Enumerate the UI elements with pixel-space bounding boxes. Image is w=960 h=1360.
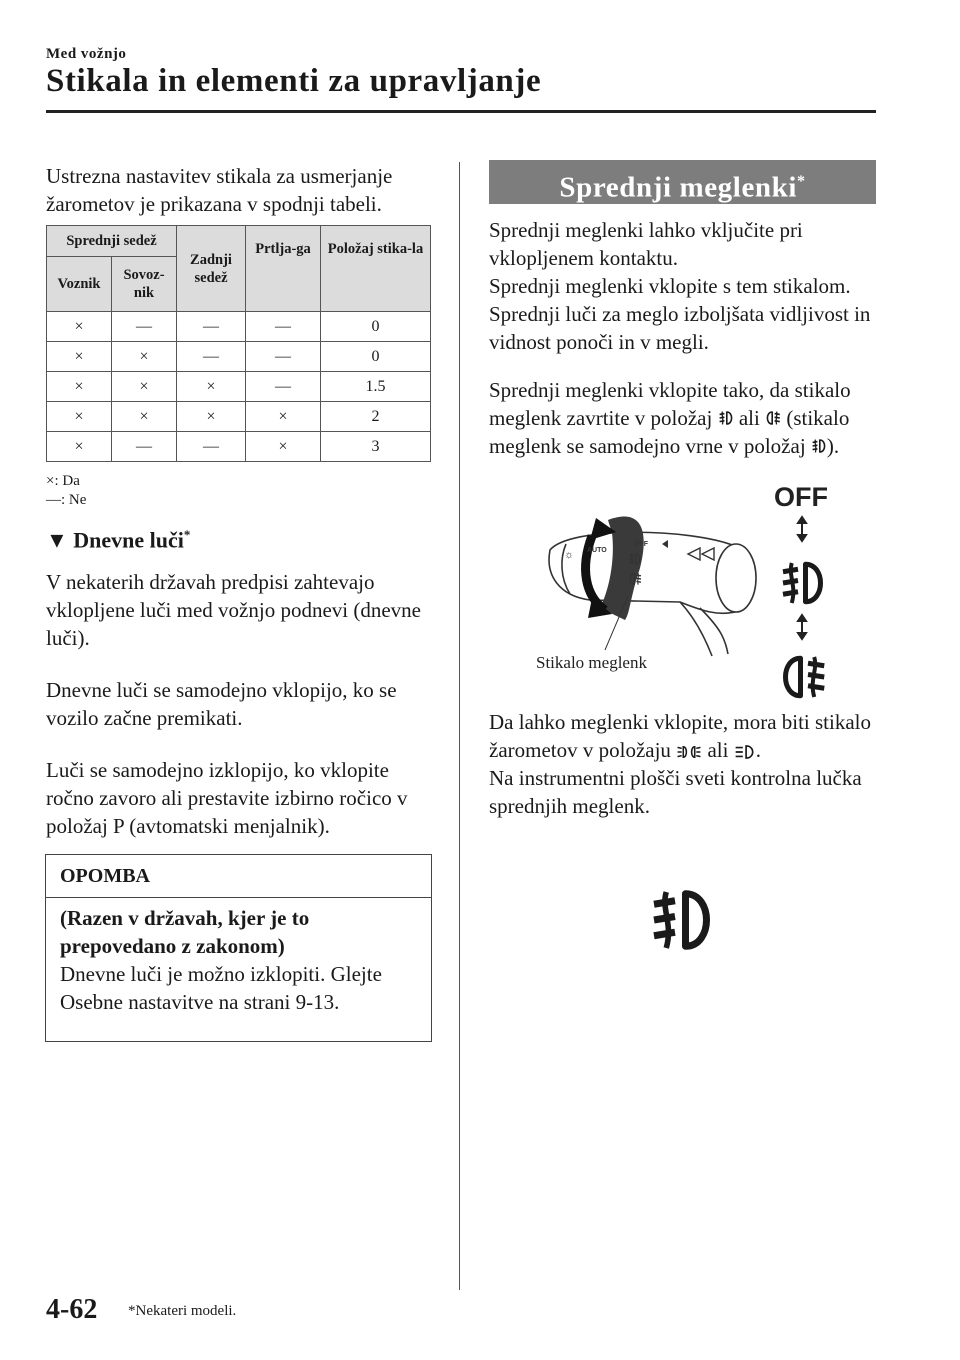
table-cell: × — [112, 402, 177, 432]
fog-lights-banner-text: Sprednji meglenki — [559, 171, 798, 204]
note-title: OPOMBA — [46, 855, 431, 898]
note-body — [46, 898, 431, 1022]
table-cell: × — [47, 432, 112, 462]
table-row — [47, 372, 431, 402]
fog-paragraph-3-text: . — [755, 738, 761, 762]
fog-paragraph-1 — [489, 216, 881, 356]
table-cell: — — [177, 342, 246, 372]
table-cell: × — [47, 312, 112, 342]
table-cell: — — [246, 342, 321, 372]
table-legend — [46, 472, 86, 510]
column-divider — [459, 162, 460, 1290]
table-header: Zadnji sedež — [177, 226, 246, 312]
fog-paragraph-2 — [489, 376, 884, 460]
note-box — [45, 854, 432, 1042]
page-title: Stikala in elementi za upravljanje — [46, 63, 542, 99]
table-cell: × — [112, 372, 177, 402]
rear-fog-icon — [765, 407, 781, 429]
triangle-bullet-icon: ▼ — [46, 527, 68, 553]
front-rear-fog-icon — [786, 657, 825, 697]
fog-lights-banner — [489, 160, 876, 204]
table-header: Prtlja-ga — [246, 226, 321, 312]
sun-icon: ☼ — [564, 549, 575, 561]
table-cell: × — [47, 342, 112, 372]
table-cell: 0 — [321, 312, 431, 342]
note-bold-text: (Razen v državah, kjer je to prepovedano z zakonom) — [60, 906, 310, 958]
table-cell: — — [246, 372, 321, 402]
note-text: Dnevne luči je možno izklopiti. Glejte Osebne nastavitve na strani 9-13. — [60, 962, 382, 1014]
daytime-paragraph-3: Luči se samodejno izklopijo, ko vklopite ročno zavoro ali prestavite izbirno ročico v položaj P (avtomatski menjalnik). — [46, 758, 408, 838]
table-cell: — — [246, 312, 321, 342]
table-cell: — — [112, 312, 177, 342]
table-cell: — — [177, 432, 246, 462]
intro-paragraph: Ustrezna nastavitev stikala za usmerjanje žarometov je prikazana v spodnji tabeli. — [46, 164, 393, 216]
table-cell: — — [112, 432, 177, 462]
section-label: Med vožnjo — [46, 46, 127, 62]
fog-paragraph-2-text: (stikalo meglenk se samodejno vrne v položaj — [489, 406, 850, 458]
fog-paragraph-2-text: ). — [826, 434, 840, 458]
off-label: OFF — [774, 482, 828, 512]
off-mark: OFF — [634, 541, 648, 548]
daytime-lights-heading — [46, 527, 190, 553]
daytime-paragraph-1: V nekaterih državah predpisi zahtevajo vklopljene luči med vožnjo podnevi (dnevne luči). — [46, 570, 421, 650]
headlight-leveling-table — [46, 225, 431, 462]
banner-asterisk: * — [797, 173, 806, 190]
table-cell: 0 — [321, 342, 431, 372]
table-cell: × — [246, 432, 321, 462]
table-cell: — — [177, 312, 246, 342]
table-cell: × — [246, 402, 321, 432]
front-fog-icon — [718, 407, 734, 429]
legend-yes: ×: Da — [46, 473, 80, 489]
page-number: 4-62 — [46, 1294, 98, 1325]
table-cell: × — [177, 402, 246, 432]
daytime-paragraph-2: Dnevne luči se samodejno vklopijo, ko se vozilo začne premikati. — [46, 678, 397, 730]
table-cell: × — [47, 372, 112, 402]
fog-paragraph-2-text: ali — [738, 406, 760, 430]
table-row — [47, 402, 431, 432]
fog-paragraph-3-text: Na instrumentni plošči sveti kontrolna lučka sprednjih meglenk. — [489, 766, 862, 818]
table-cell: 2 — [321, 402, 431, 432]
fog-paragraph-3-text: Da lahko meglenki vklopite, mora biti stikalo žarometov v položaju — [489, 710, 872, 762]
table-cell: × — [177, 372, 246, 402]
footnote: *Nekateri modeli. — [128, 1303, 237, 1319]
table-cell: × — [112, 342, 177, 372]
legend-no: —: Ne — [46, 492, 87, 508]
parking-lights-icon — [676, 743, 702, 761]
fog-paragraph-3-text: ali — [707, 738, 729, 762]
table-header: Položaj stika-la — [321, 226, 431, 312]
fog-switch-callout: Stikalo meglenk — [536, 653, 647, 672]
light-switch-lever — [549, 532, 756, 656]
table-row — [47, 312, 431, 342]
auto-mark: AUTO — [587, 547, 607, 554]
header-divider — [46, 110, 876, 113]
fog-paragraph-2-text: Sprednji meglenki vklopite tako, da stikalo meglenk zavrtite v položaj — [489, 378, 851, 430]
updown-arrow-icon — [798, 615, 806, 639]
table-row — [47, 342, 431, 372]
front-fog-indicator-icon — [647, 885, 717, 955]
table-subheader: Sovoz-nik — [112, 257, 177, 312]
headlights-icon — [734, 743, 756, 761]
front-fog-icon — [811, 435, 827, 457]
fog-switch-figure — [530, 478, 850, 706]
table-cell: 3 — [321, 432, 431, 462]
fog-paragraph-1-line: Sprednji luči za meglo izboljšata vidljivost in vidnost ponoči in v megli. — [489, 302, 871, 354]
table-subheader: Voznik — [47, 257, 112, 312]
table-group-header: Sprednji sedež — [47, 226, 177, 257]
daytime-lights-heading-text: Dnevne luči — [73, 527, 184, 553]
fog-paragraph-3 — [489, 708, 884, 820]
fog-paragraph-1-line: Sprednji meglenki lahko vključite pri vklopljenem kontaktu. — [489, 218, 803, 270]
fog-paragraph-1-line: Sprednji meglenki vklopite s tem stikalom. — [489, 274, 851, 298]
front-fog-icon — [783, 563, 821, 603]
table-cell: × — [47, 402, 112, 432]
table-cell: 1.5 — [321, 372, 431, 402]
table-row — [47, 432, 431, 462]
asterisk-mark: * — [183, 527, 191, 542]
updown-arrow-icon — [798, 517, 806, 541]
